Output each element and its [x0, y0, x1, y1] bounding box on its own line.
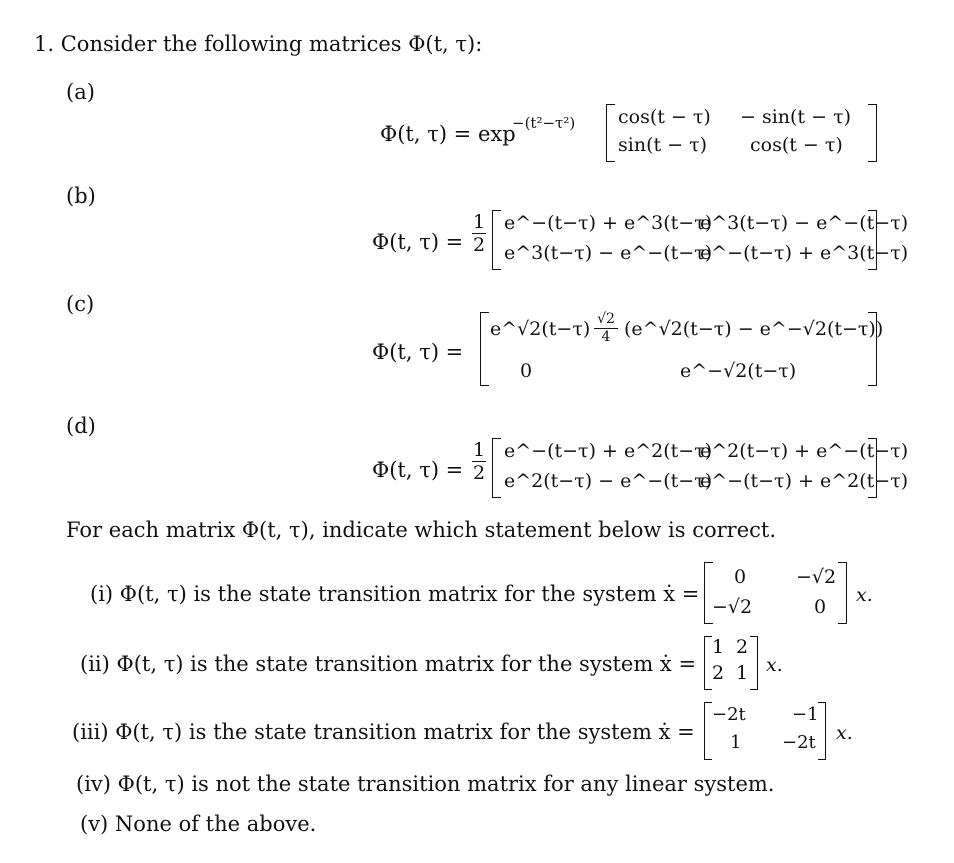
part-a-bracket-left: [606, 104, 615, 162]
part-b-m12: e^3(t−τ) − e^−(t−τ): [700, 212, 909, 234]
statement-iii-m21: 1: [730, 732, 742, 753]
part-b-m11: e^−(t−τ) + e^3(t−τ): [504, 212, 713, 234]
statement-i-m12: −√2: [796, 566, 837, 588]
part-a-m11: cos(t − τ): [618, 106, 711, 128]
part-c-bracket-right: [868, 312, 877, 386]
part-c-coef-den: 4: [601, 329, 611, 345]
statement-ii-text: (ii) Φ(t, τ) is the state transition matrix for the system ẋ =: [80, 652, 697, 676]
statement-ii-m11: 1: [712, 636, 725, 658]
part-c-bracket-left: [480, 312, 489, 386]
part-b-bracket-right: [868, 210, 877, 270]
statement-iii-tail: x.: [836, 722, 853, 744]
part-c-lhs: Φ(t, τ) =: [372, 340, 464, 364]
part-c-label: (c): [66, 292, 95, 316]
part-b-m21: e^3(t−τ) − e^−(t−τ): [504, 242, 713, 264]
problem-number: 1.: [34, 32, 55, 56]
part-d-m12: e^2(t−τ) + e^−(t−τ): [700, 440, 909, 462]
part-a-m21: sin(t − τ): [618, 134, 708, 156]
question-text: For each matrix Φ(t, τ), indicate which statement below is correct.: [66, 518, 777, 542]
statement-i-m22: 0: [814, 596, 827, 618]
part-d-bracket-right: [868, 438, 877, 498]
part-a-exp-sup: −(t²−τ²): [512, 114, 576, 132]
statement-v: (v) None of the above.: [80, 812, 317, 836]
statement-iii-text: (iii) Φ(t, τ) is the state transition matrix for the system ẋ =: [72, 720, 695, 744]
part-b-lhs: Φ(t, τ) =: [372, 230, 464, 254]
part-a-m12: − sin(t − τ): [740, 106, 851, 128]
part-c-m22: e^−√2(t−τ): [680, 360, 797, 382]
statement-i-text: (i) Φ(t, τ) is the state transition matrix for the system ẋ =: [90, 582, 700, 606]
part-a-m22: cos(t − τ): [750, 134, 843, 156]
part-c-coef-num: √2: [597, 311, 615, 327]
statement-i-m21: −√2: [712, 596, 753, 618]
part-d-m21: e^2(t−τ) − e^−(t−τ): [504, 470, 713, 492]
statement-iv: (iv) Φ(t, τ) is not the state transition matrix for any linear system.: [76, 772, 775, 796]
statement-i-bracket-right: [838, 562, 847, 624]
problem-intro-text: Consider the following matrices Φ(t, τ):: [60, 32, 483, 56]
problem-intro: [34, 32, 482, 56]
part-d-label: (d): [66, 414, 96, 438]
statement-ii-m22: 1: [736, 662, 749, 684]
statement-iii-bracket-right: [818, 702, 826, 760]
part-d-frac-num: 1: [472, 439, 486, 461]
part-b-bracket-left: [492, 210, 501, 270]
part-d-m22: e^−(t−τ) + e^2(t−τ): [700, 470, 909, 492]
part-d-m11: e^−(t−τ) + e^2(t−τ): [504, 440, 713, 462]
part-d-bracket-left: [492, 438, 501, 498]
part-b-fraction: [472, 212, 486, 255]
part-c-m21: 0: [520, 360, 533, 382]
statement-ii-bracket-right: [750, 636, 758, 690]
part-d-lhs: Φ(t, τ) =: [372, 458, 464, 482]
statement-i-tail: x.: [856, 584, 873, 606]
statement-iii-m22: −2t: [782, 732, 816, 753]
part-c-m11: e^√2(t−τ): [490, 318, 591, 340]
statement-iii-bracket-left: [704, 702, 712, 760]
statement-ii-m12: 2: [736, 636, 749, 658]
part-a-label: (a): [66, 80, 95, 104]
part-a-bracket-right: [868, 104, 877, 162]
part-c-coef-fraction: [594, 312, 618, 345]
statement-ii-tail: x.: [766, 654, 783, 676]
part-d-frac-den: 2: [472, 462, 486, 484]
part-b-frac-num: 1: [472, 211, 486, 233]
statement-ii-bracket-left: [704, 636, 712, 690]
part-b-frac-den: 2: [472, 234, 486, 256]
part-c-m12: (e^√2(t−τ) − e^−√2(t−τ)): [624, 318, 884, 340]
statement-iii-m11: −2t: [712, 704, 746, 725]
statement-i-m11: 0: [734, 566, 747, 588]
statement-ii-m21: 2: [712, 662, 725, 684]
part-a-lhs: Φ(t, τ) = exp: [380, 122, 516, 146]
part-d-fraction: [472, 440, 486, 483]
part-b-m22: e^−(t−τ) + e^3(t−τ): [700, 242, 909, 264]
statement-iii-m12: −1: [792, 704, 819, 725]
part-b-label: (b): [66, 184, 96, 208]
